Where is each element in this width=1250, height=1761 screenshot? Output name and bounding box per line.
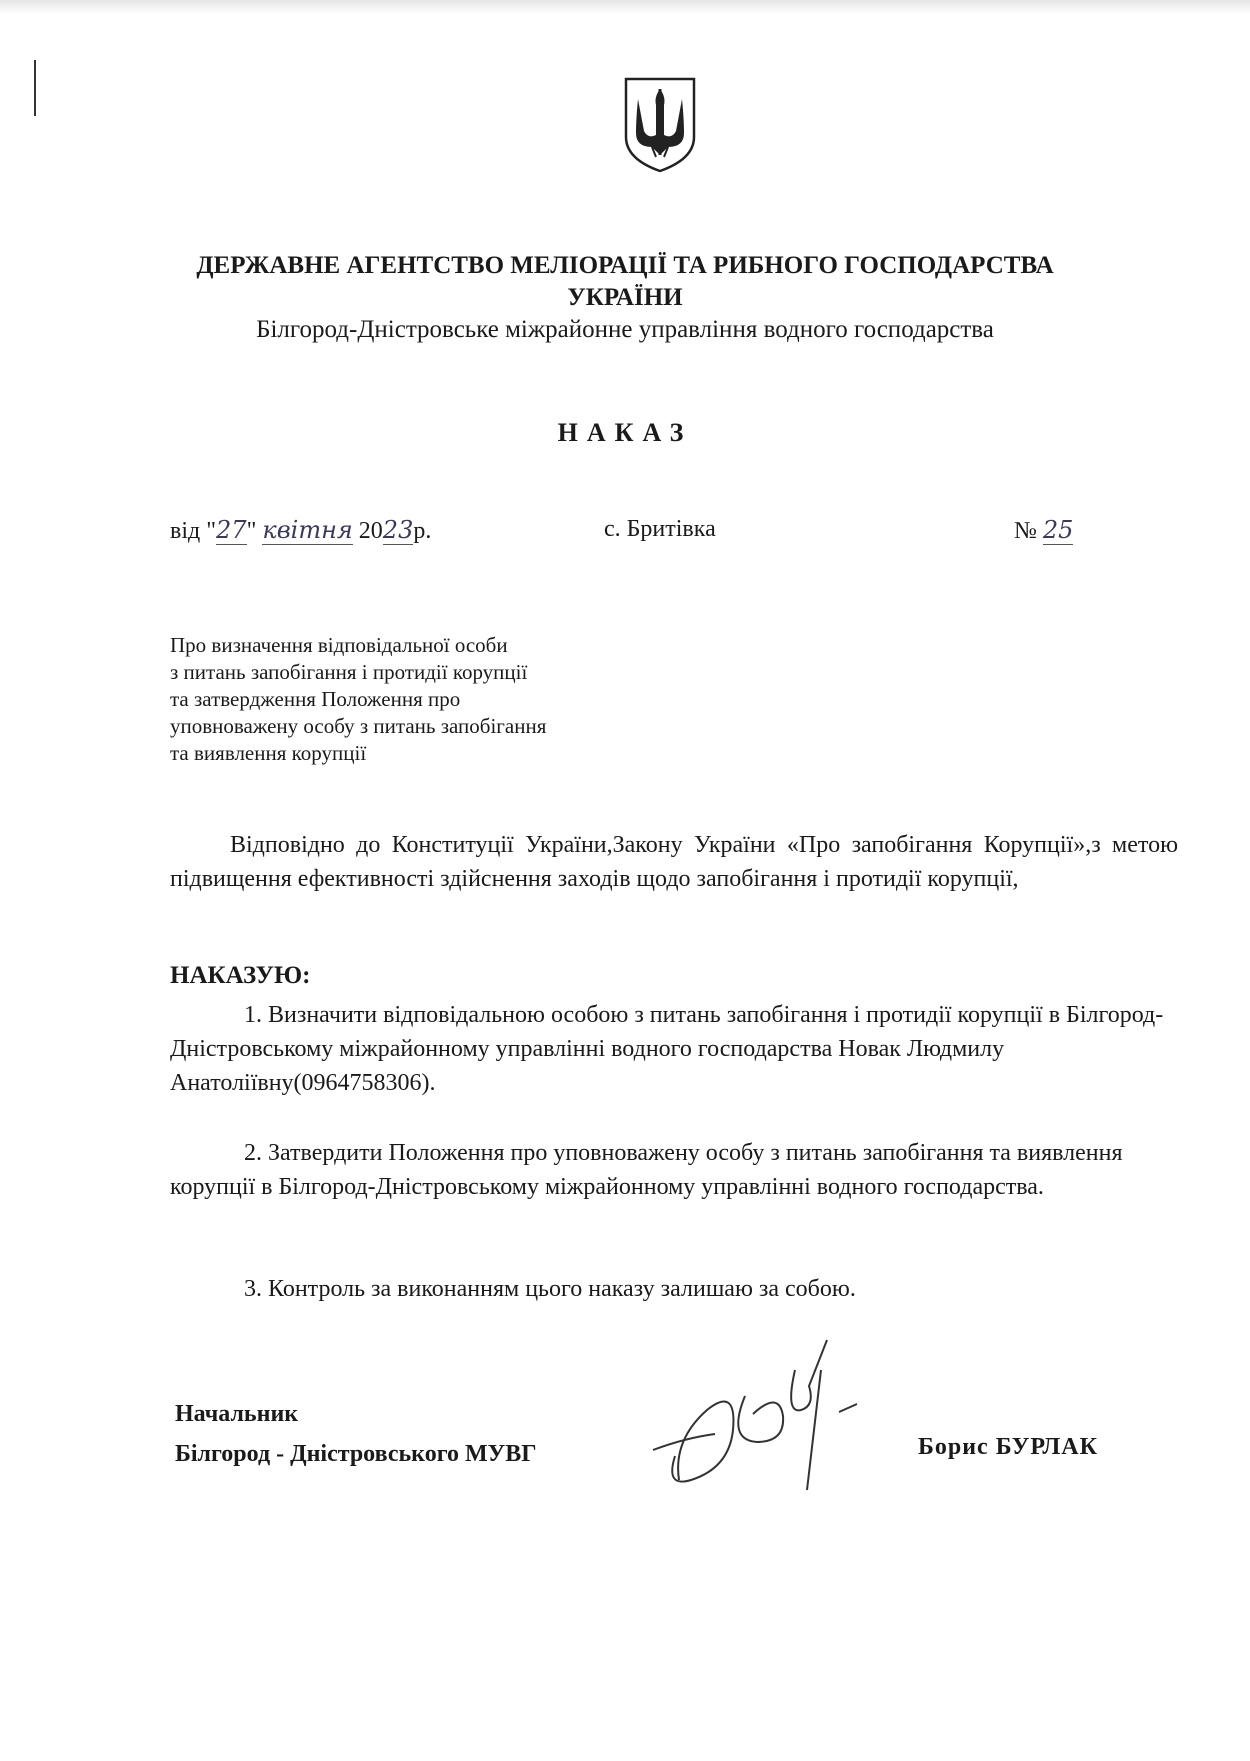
order-item-3: 3. Контроль за виконанням цього наказу залишаю за собою. [244, 1276, 856, 1302]
date-year-suffix: 23 [382, 516, 414, 544]
signatory-name: Борис БУРЛАК [918, 1434, 1099, 1460]
position-line-2: Білгород - Дністровського МУВГ [175, 1441, 537, 1467]
document-title: НАКАЗ [557, 418, 693, 447]
order-item-2: 2. Затвердити Положення про уповноважену особу з питань запобігання та виявлення корупції в Білгород-Дністровському міжрайонному управлінні водного господарства. [170, 1140, 1123, 1200]
date-prefix: від " [170, 518, 217, 544]
subject-line: уповноважену особу з питань запобігання [170, 714, 547, 738]
subject-line: Про визначення відповідальної особи [170, 633, 508, 657]
date-separator: " [246, 518, 263, 544]
number-value: 25 [1042, 516, 1074, 544]
date-day: 27 [216, 516, 247, 544]
subject-line: та виявлення корупції [170, 741, 367, 765]
date-suffix: р. [413, 518, 432, 544]
date-month: квітня [262, 516, 353, 544]
agency-name [0, 250, 1250, 314]
position-line-1: Начальник [175, 1401, 299, 1427]
agency-line-1: ДЕРЖАВНЕ АГЕНТСТВО МЕЛІОРАЦІЇ ТА РИБНОГО ГОСПОДАРСТВА [196, 252, 1054, 279]
order-date [170, 516, 431, 545]
number-prefix: № [1014, 518, 1043, 544]
preamble-paragraph: Відповідно до Конституції України,Закону України «Про запобігання Корупції»,з метою підвищення ефективності здійснення заходів щодо запобігання і протидії корупції, [170, 832, 1178, 892]
order-item-1: 1. Визначити відповідальною особою з питань запобігання і протидії корупції в Білгород-Дністровському міжрайонному управлінні водного господарства Новак Людмилу Анатоліївну(0964758306). [170, 1002, 1164, 1096]
date-year-prefix: 20 [352, 518, 383, 544]
subdivision-name: Білгород-Дністровське міжрайонне управління водного господарства [256, 316, 994, 343]
order-subject [170, 632, 690, 767]
subject-line: з питань запобігання і протидії корупції [170, 660, 528, 684]
coat-of-arms-icon [622, 75, 698, 175]
order-number [1014, 516, 1073, 545]
handwritten-signature [645, 1330, 905, 1510]
scan-shadow [0, 0, 1250, 14]
order-heading: НАКАЗУЮ: [170, 962, 311, 989]
signatory-position [175, 1394, 537, 1474]
order-place: с. Бритівка [604, 516, 716, 542]
scan-mark [34, 60, 36, 116]
agency-line-2: УКРАЇНИ [567, 284, 683, 311]
subject-line: та затвердження Положення про [170, 687, 461, 711]
